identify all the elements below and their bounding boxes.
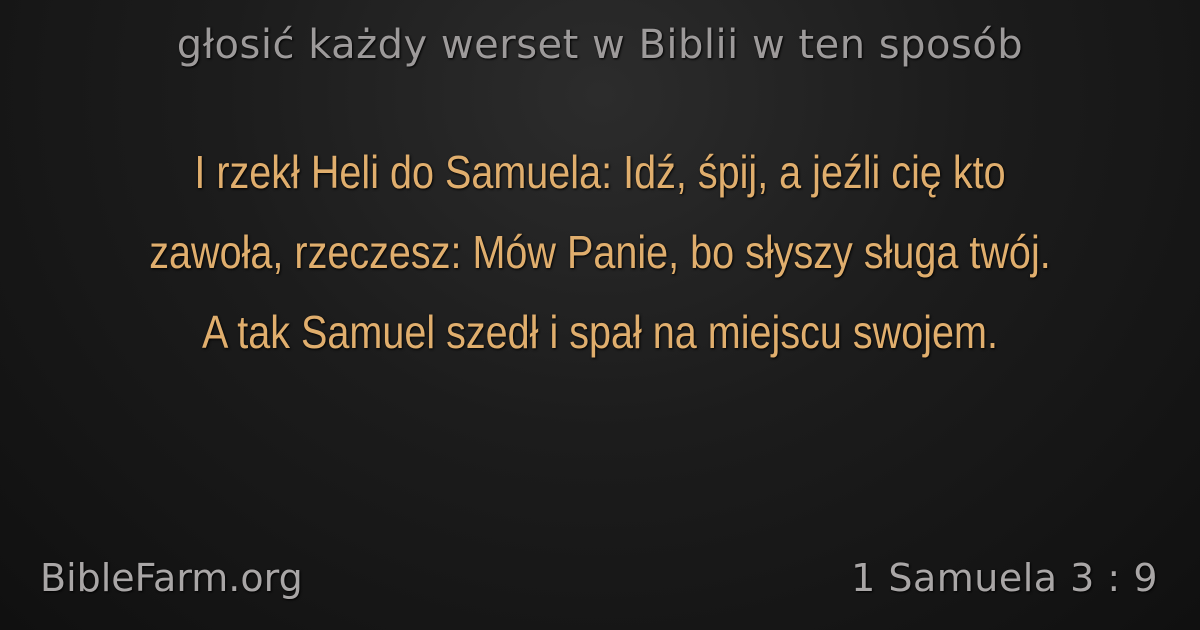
site-name: BibleFarm.org — [40, 556, 303, 600]
tagline: głosić każdy werset w Biblii w ten sposób — [176, 22, 1024, 68]
verse-text: I rzekł Heli do Samuela: Idź, śpij, a jeźli cię kto zawoła, rzeczesz: Mów Panie, bo słyszy sługa twój. A tak Samuel szedł i spał na miejscu swojem. — [149, 146, 1051, 358]
verse-reference: 1 Samuela 3 : 9 — [851, 556, 1158, 600]
